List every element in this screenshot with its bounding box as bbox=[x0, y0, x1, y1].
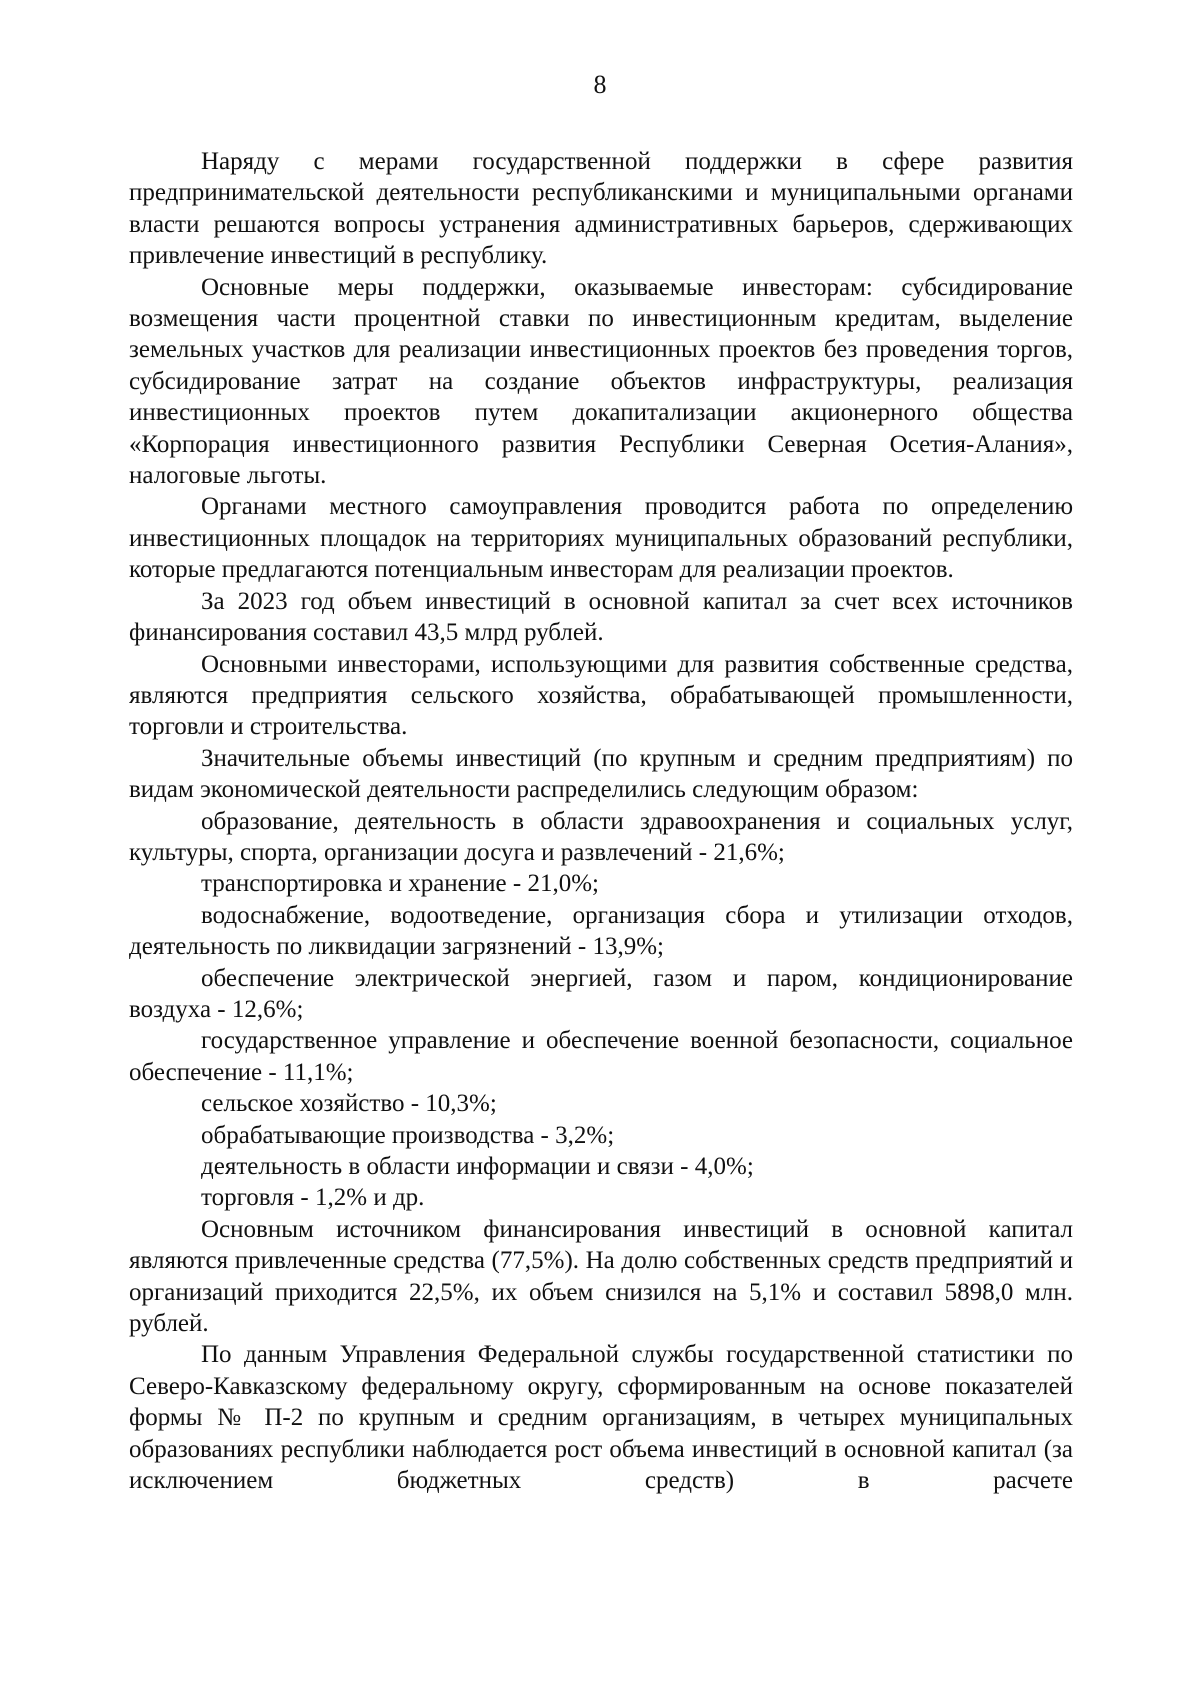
list-item-manufacturing: обрабатывающие производства - 3,2%; bbox=[201, 1121, 615, 1149]
paragraph-investment-sites: Органами местного самоуправления проводится работа по определению инвестиционных площадок на территориях муниципальных образований республики, которые предлагаются потенциальным инвесторам для реализации проектов. bbox=[129, 493, 1073, 584]
paragraph-financing-sources: Основным источником финансирования инвестиций в основной капитал являются привлеченные средства (77,5%). На долю собственных средств предприятий и организаций приходится 22,5%, их объем снизился на 5,1% и составил 5898,0 млн. рублей. bbox=[129, 1215, 1073, 1338]
paragraph-investment-volume-2023: За 2023 год объем инвестиций в основной капитал за счет всех источников финансирования составил 43,5 млрд рублей. bbox=[129, 587, 1073, 647]
list-item-water-supply: водоснабжение, водоотведение, организация сбора и утилизации отходов, деятельность по ликвидации загрязнений - 13,9%; bbox=[129, 901, 1073, 961]
list-item-transport: транспортировка и хранение - 21,0%; bbox=[201, 870, 599, 898]
page-number: 8 bbox=[593, 70, 607, 99]
paragraph-support-measures: Основные меры поддержки, оказываемые инвесторам: субсидирование возмещения части процентной ставки по инвестиционным кредитам, выделение земельных участков для реализации инвестиционных проектов без проведения торгов, субсидирование затрат на создание объектов инфраструктуры, реализация инвестиционных проектов путем докапитализации акционерного общества «Корпорация инвестиционного развития Республики Северная Осетия-Алания», налоговые льготы. bbox=[129, 273, 1073, 490]
list-item-public-administration: государственное управление и обеспечение военной безопасности, социальное обеспечение - 11,1%; bbox=[129, 1027, 1073, 1086]
document-body bbox=[129, 146, 1073, 1496]
paragraph-distribution-intro: Значительные объемы инвестиций (по крупным и средним предприятиям) по видам экономической деятельности распределились следующим образом: bbox=[129, 744, 1073, 804]
list-item-agriculture: сельское хозяйство - 10,3%; bbox=[201, 1090, 497, 1118]
paragraph-statistics-service: По данным Управления Федеральной службы государственной статистики по Северо-Кавказскому федеральному округу, сформированным на основе показателей формы № П-2 по крупным и средним организациям, в четырех муниципальных образованиях республики наблюдается рост объема инвестиций в основной капитал (за исключением бюджетных средств) в расчете bbox=[129, 1341, 1073, 1495]
list-item-trade: торговля - 1,2% и др. bbox=[201, 1184, 425, 1212]
list-item-information-communication: деятельность в области информации и связи - 4,0%; bbox=[201, 1153, 754, 1180]
paragraph-admin-barriers: Наряду с мерами государственной поддержки в сфере развития предпринимательской деятельности республиканскими и муниципальными органами власти решаются вопросы устранения административных барьеров, сдерживающих привлечение инвестиций в республику. bbox=[129, 148, 1073, 270]
list-item-education-health: образование, деятельность в области здравоохранения и социальных услуг, культуры, спорта, организации досуга и развлечений - 21,6%; bbox=[129, 807, 1073, 866]
paragraph-main-investors: Основными инвесторами, использующими для развития собственные средства, являются предприятия сельского хозяйства, обрабатывающей промышленности, торговли и строительства. bbox=[129, 650, 1073, 741]
list-item-energy: обеспечение электрической энергией, газом и паром, кондиционирование воздуха - 12,6%; bbox=[129, 964, 1073, 1023]
